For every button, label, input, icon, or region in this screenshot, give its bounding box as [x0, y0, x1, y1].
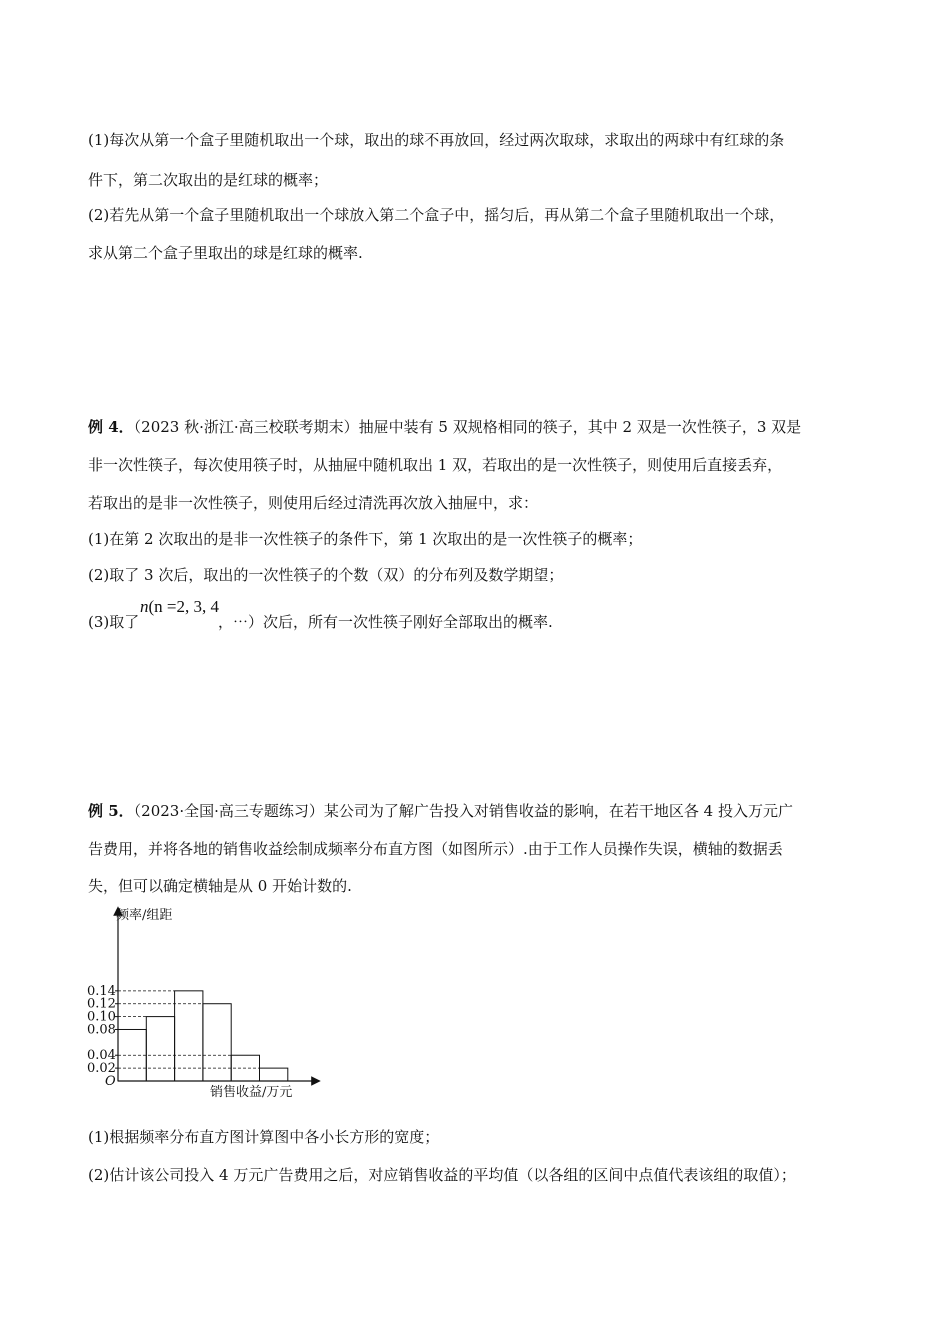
frequency-histogram [86, 903, 326, 1098]
q3-part1-line1: (1)每次从第一个盒子里随机取出一个球，取出的球不再放回，经过两次取球，求取出的两球中有红球的条 [88, 131, 785, 149]
histogram-bar [260, 1068, 288, 1081]
example4-label: 例 4． [88, 418, 134, 436]
y-tick-label: 0.14 [87, 983, 116, 999]
x-axis-label: 销售收益/万元 [210, 1085, 293, 1098]
histogram-bars [118, 991, 288, 1081]
example5-question1: (1)根据频率分布直方图计算图中各小长方形的宽度； [88, 1128, 440, 1146]
example4-line2: 非一次性筷子，每次使用筷子时，从抽屉中随机取出 1 双，若取出的是一次性筷子，则使用后直接丢弃， [88, 456, 783, 474]
example5-text1: （2023·全国·高三专题练习）某公司为了解广告投入对销售收益的影响，在若干地区各 4 投入万元广 [133, 802, 793, 820]
example4-line1 [88, 417, 801, 437]
example4-question3-post: ，⋯）次后，所有一次性筷子刚好全部取出的概率. [218, 613, 553, 631]
example4-text1: （2023 秋·浙江·高三校联考期末）抽屉中装有 5 双规格相同的筷子，其中 2 双是一次性筷子，3 双是 [133, 418, 802, 436]
example5-label: 例 5． [88, 802, 134, 820]
example4-question2: (2)取了 3 次后，取出的一次性筷子的个数（双）的分布列及数学期望； [88, 566, 564, 584]
y-tick-label: 0.08 [87, 1022, 116, 1038]
example5-line3: 失，但可以确定横轴是从 0 开始计数的. [88, 877, 352, 895]
example4-question3-math [140, 597, 219, 617]
math-range: (n =2, 3, 4 [148, 597, 219, 616]
y-tick-label: 0.10 [87, 1009, 116, 1025]
q3-part1-line2: 件下，第二次取出的是红球的概率； [88, 171, 329, 189]
y-tick-label: 0.04 [87, 1048, 116, 1064]
y-tick-label: 0.12 [87, 996, 116, 1012]
example4-line3: 若取出的是非一次性筷子，则使用后经过清洗再次放入抽屉中，求： [88, 494, 539, 512]
math-var-n: n [140, 597, 149, 616]
histogram-bar [203, 1004, 231, 1081]
y-tick-label: 0.02 [87, 1061, 116, 1077]
example4-question3-pre: (3)取了 [88, 613, 140, 631]
histogram-bar [118, 1029, 146, 1081]
example5-question2: (2)估计该公司投入 4 万元广告费用之后，对应销售收益的平均值（以各组的区间中点值代表该组的取值）； [88, 1166, 796, 1184]
example5-line2: 告费用，并将各地的销售收益绘制成频率分布直方图（如图所示）.由于工作人员操作失误，横轴的数据丢 [88, 840, 783, 858]
q3-part2-line2: 求从第二个盒子里取出的球是红球的概率. [88, 244, 363, 262]
example5-line1 [88, 801, 793, 821]
q3-part2-line1: (2)若先从第一个盒子里随机取出一个球放入第二个盒子中，摇匀后，再从第二个盒子里随机取出一个球， [88, 206, 785, 224]
origin-label: O [105, 1074, 116, 1089]
histogram-bar [175, 991, 203, 1081]
y-axis-label: 频率/组距 [116, 908, 173, 923]
example4-question1: (1)在第 2 次取出的是非一次性筷子的条件下，第 1 次取出的是一次性筷子的概率； [88, 530, 643, 548]
y-tick-labels [87, 984, 118, 1076]
histogram-bar [146, 1017, 174, 1081]
